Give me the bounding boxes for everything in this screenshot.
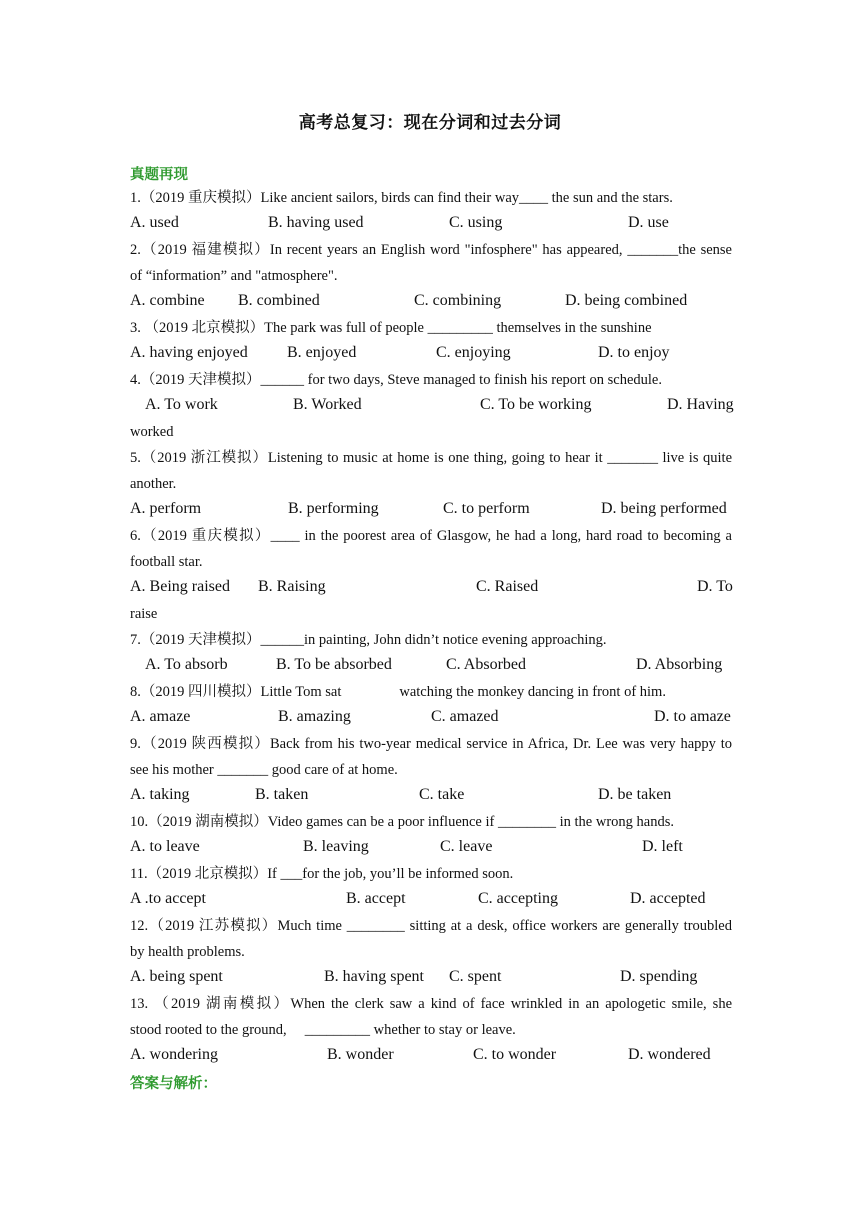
q7-option-a: A. To absorb bbox=[145, 656, 228, 673]
q7-option-d: D. Absorbing bbox=[636, 656, 723, 673]
q3-option-a: A. having enjoyed bbox=[130, 344, 248, 361]
q10-option-d: D. left bbox=[642, 838, 683, 855]
q13-option-c: C. to wonder bbox=[473, 1046, 557, 1063]
q9-option-d: D. be taken bbox=[598, 786, 672, 803]
answers-heading: 答案与解析： bbox=[130, 1076, 217, 1092]
page-title: 高考总复习：现在分词和过去分词 bbox=[298, 113, 562, 132]
q6-option-c: C. Raised bbox=[476, 578, 539, 595]
q8-option-a: A. amaze bbox=[130, 708, 191, 725]
question-13-stem-cont: stood rooted to the ground, _________ whether to stay or leave. bbox=[130, 1022, 516, 1038]
q6-option-b: B. Raising bbox=[258, 578, 326, 595]
q3-option-b: B. enjoyed bbox=[287, 344, 357, 361]
q7-option-c: C. Absorbed bbox=[446, 656, 526, 673]
q13-option-a: A. wondering bbox=[130, 1046, 218, 1063]
q9-option-a: A. taking bbox=[130, 786, 190, 803]
q5-option-b: B. performing bbox=[288, 500, 379, 517]
question-1-stem: 1.（2019 重庆模拟）Like ancient sailors, birds can find their way____ the sun and the stars. bbox=[130, 190, 673, 206]
q5-option-c: C. to perform bbox=[443, 500, 530, 517]
q8-option-c: C. amazed bbox=[431, 708, 499, 725]
q12-option-d: D. spending bbox=[620, 968, 698, 985]
q12-option-c: C. spent bbox=[449, 968, 502, 985]
question-12-stem-cont: by health problems. bbox=[130, 944, 245, 960]
question-12-stem: 12.（2019 江苏模拟）Much time ________ sitting at a desk, office workers are generally troubled bbox=[130, 918, 732, 934]
section-heading: 真题再现 bbox=[130, 167, 188, 183]
question-9-stem-cont: see his mother _______ good care of at home. bbox=[130, 762, 398, 778]
question-13-stem: 13. （2019 湖南模拟）When the clerk saw a kind of face wrinkled in an apologetic smile, she bbox=[130, 996, 732, 1012]
q10-option-c: C. leave bbox=[440, 838, 493, 855]
q6-option-d-wrap: raise bbox=[130, 606, 158, 622]
question-2-stem: 2.（2019 福建模拟）In recent years an English word "infosphere" has appeared, _______the sense bbox=[130, 242, 732, 258]
q11-option-b: B. accept bbox=[346, 890, 406, 907]
question-9-stem: 9.（2019 陕西模拟）Back from his two-year medical service in Africa, Dr. Lee was very happy to bbox=[130, 736, 732, 752]
q11-option-a: A .to accept bbox=[130, 890, 206, 907]
q1-option-d: D. use bbox=[628, 214, 669, 231]
question-6-stem: 6.（2019 重庆模拟）____ in the poorest area of Glasgow, he had a long, hard road to becoming a bbox=[130, 528, 732, 544]
question-3-stem: 3. （2019 北京模拟）The park was full of people _________ themselves in the sunshine bbox=[130, 320, 652, 336]
q2-option-b: B. combined bbox=[238, 292, 320, 309]
q4-option-d: D. Having bbox=[667, 396, 734, 413]
q3-option-c: C. enjoying bbox=[436, 344, 511, 361]
q1-option-a: A. used bbox=[130, 214, 179, 231]
question-4-stem: 4.（2019 天津模拟）______ for two days, Steve managed to finish his report on schedule. bbox=[130, 372, 662, 388]
q9-option-b: B. taken bbox=[255, 786, 309, 803]
q10-option-b: B. leaving bbox=[303, 838, 369, 855]
q8-option-d: D. to amaze bbox=[654, 708, 731, 725]
q4-option-a: A. To work bbox=[145, 396, 218, 413]
question-2-stem-cont: of “information” and "atmosphere". bbox=[130, 268, 338, 284]
q6-option-a: A. Being raised bbox=[130, 578, 230, 595]
q4-option-c: C. To be working bbox=[480, 396, 592, 413]
question-8-stem: 8.（2019 四川模拟）Little Tom sat watching the monkey dancing in front of him. bbox=[130, 684, 666, 700]
question-5-stem: 5.（2019 浙江模拟）Listening to music at home is one thing, going to hear it _______ live is quite bbox=[130, 450, 732, 466]
q9-option-c: C. take bbox=[419, 786, 465, 803]
q7-option-b: B. To be absorbed bbox=[276, 656, 392, 673]
q12-option-b: B. having spent bbox=[324, 968, 424, 985]
q3-option-d: D. to enjoy bbox=[598, 344, 670, 361]
q6-option-d: D. To bbox=[697, 578, 733, 595]
q4-option-b: B. Worked bbox=[293, 396, 362, 413]
q11-option-d: D. accepted bbox=[630, 890, 706, 907]
q2-option-d: D. being combined bbox=[565, 292, 688, 309]
q1-option-c: C. using bbox=[449, 214, 503, 231]
q11-option-c: C. accepting bbox=[478, 890, 558, 907]
question-7-stem: 7.（2019 天津模拟）______in painting, John didn’t notice evening approaching. bbox=[130, 632, 607, 648]
q12-option-a: A. being spent bbox=[130, 968, 223, 985]
q2-option-c: C. combining bbox=[414, 292, 502, 309]
q4-option-d-wrap: worked bbox=[130, 424, 174, 440]
q2-option-a: A. combine bbox=[130, 292, 205, 309]
q5-option-d: D. being performed bbox=[601, 500, 727, 517]
question-11-stem: 11.（2019 北京模拟）If ___for the job, you’ll be informed soon. bbox=[130, 866, 514, 882]
question-6-stem-cont: football star. bbox=[130, 554, 203, 570]
q5-option-a: A. perform bbox=[130, 500, 202, 517]
question-5-stem-cont: another. bbox=[130, 476, 177, 492]
q13-option-d: D. wondered bbox=[628, 1046, 711, 1063]
q13-option-b: B. wonder bbox=[327, 1046, 394, 1063]
q10-option-a: A. to leave bbox=[130, 838, 200, 855]
q8-option-b: B. amazing bbox=[278, 708, 351, 725]
question-10-stem: 10.（2019 湖南模拟）Video games can be a poor influence if ________ in the wrong hands. bbox=[130, 814, 674, 830]
q1-option-b: B. having used bbox=[268, 214, 364, 231]
